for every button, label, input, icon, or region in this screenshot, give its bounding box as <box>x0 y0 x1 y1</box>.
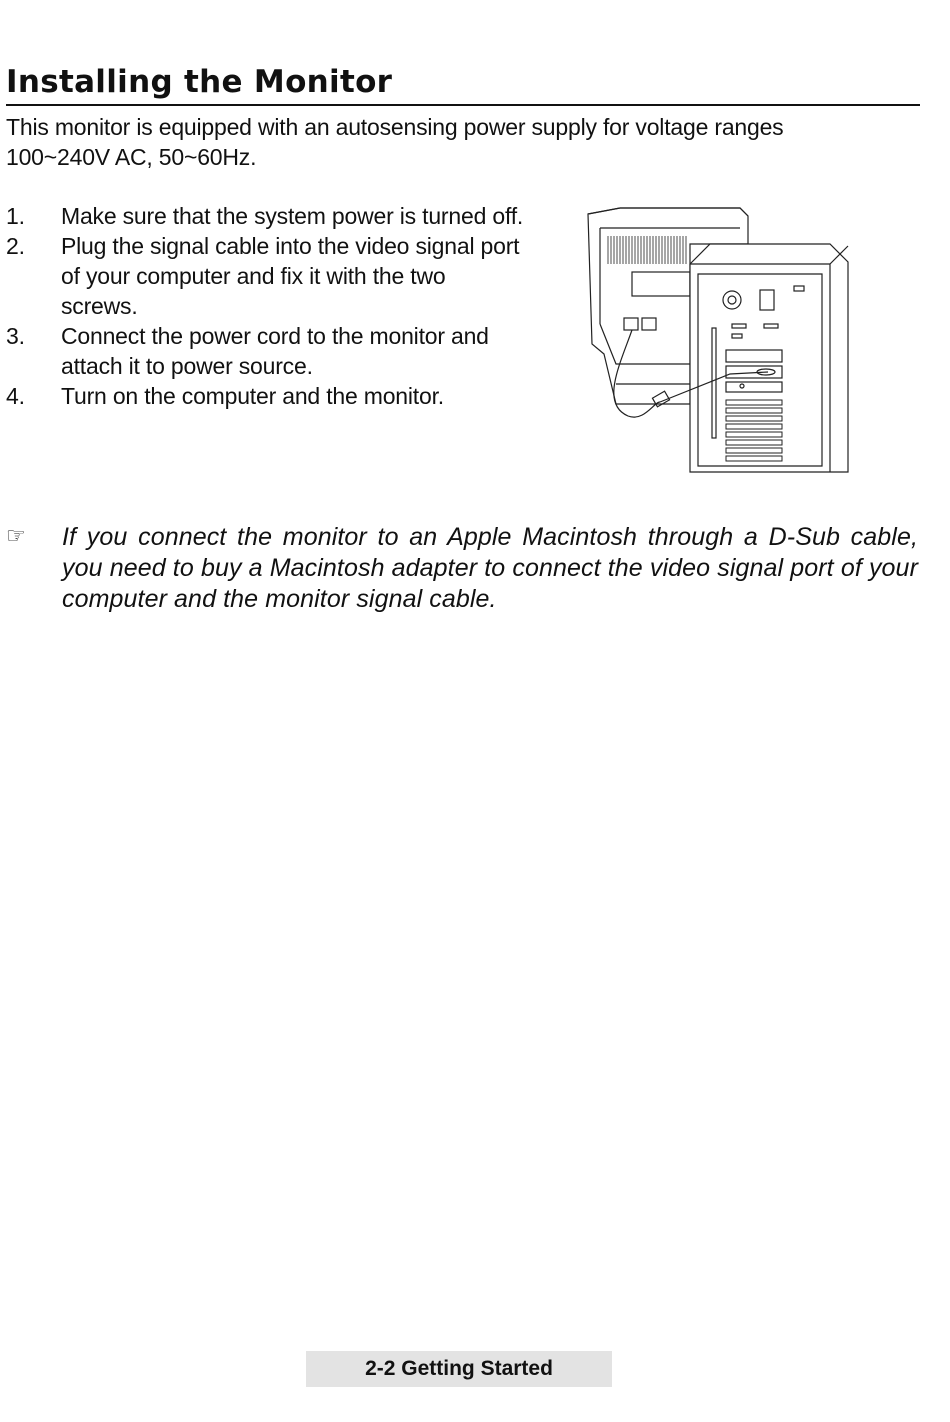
step-item <box>6 201 526 231</box>
note-text: If you connect the monitor to an Apple Macintosh through a D-Sub cable, you need to buy a Macintosh adapter to connect the video signal port of your computer and the monitor signal cable. <box>62 523 918 613</box>
step-text: Turn on the computer and the monitor. <box>61 383 444 409</box>
step-item <box>6 321 526 381</box>
step-number: 1. <box>6 203 25 229</box>
macintosh-note <box>6 522 918 615</box>
step-number: 3. <box>6 323 25 349</box>
page-title: Installing the Monitor <box>6 64 920 106</box>
pointing-hand-icon: ☞ <box>6 524 26 549</box>
monitor-computer-illustration <box>580 204 855 476</box>
step-number: 4. <box>6 383 25 409</box>
installation-steps <box>6 201 526 411</box>
step-text: Make sure that the system power is turned off. <box>61 203 524 229</box>
step-text: Connect the power cord to the monitor and attach it to power source. <box>61 323 489 379</box>
intro-line-1: This monitor is equipped with an autosensing power supply for voltage ranges <box>6 114 784 140</box>
step-item <box>6 381 526 411</box>
step-item <box>6 231 526 321</box>
intro-line-2: 100~240V AC, 50~60Hz. <box>6 144 257 170</box>
step-number: 2. <box>6 233 25 259</box>
step-text: Plug the signal cable into the video signal port of your computer and fix it with the two screws. <box>61 233 520 319</box>
page-footer: 2-2 Getting Started <box>306 1351 612 1387</box>
intro-paragraph <box>6 112 886 172</box>
